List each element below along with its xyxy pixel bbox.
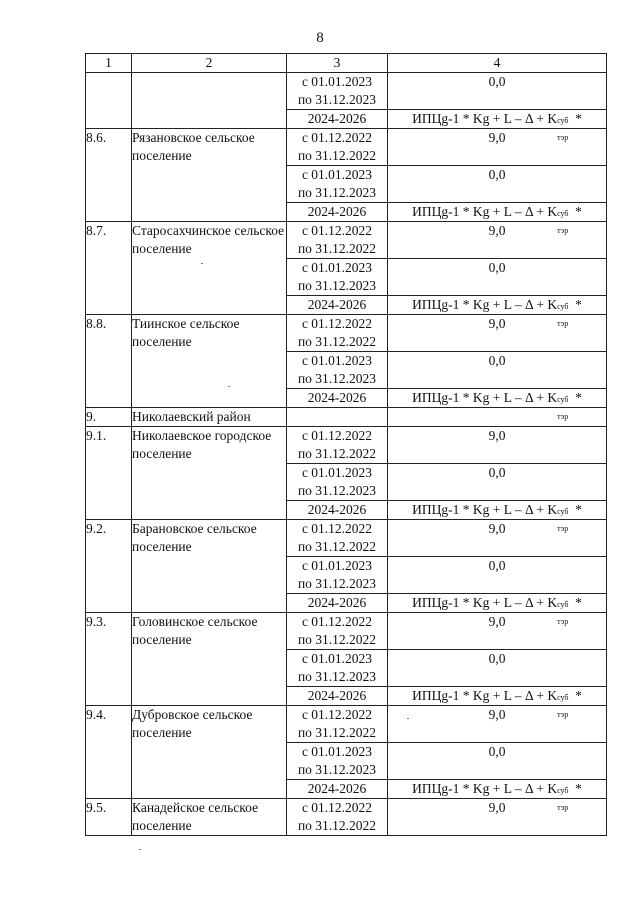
period-cell: [287, 520, 388, 557]
period-line-1: с 01.01.2023: [301, 260, 373, 275]
formula-superscript: суб: [557, 116, 569, 125]
value-cell: [388, 389, 607, 421]
period-line-1: с 01.01.2023: [301, 651, 373, 666]
formula-superscript: суб: [557, 302, 569, 311]
row-number: 9.1.: [86, 427, 132, 520]
period-cell: [287, 427, 388, 464]
settlement-name: Старосахчинское сельское поселение: [132, 222, 287, 315]
table-row: [86, 315, 607, 352]
period-cell: [287, 743, 388, 780]
formula-superscript: суб: [557, 395, 569, 404]
district-heading-row: [86, 408, 607, 427]
row-number: [86, 73, 132, 129]
period-line-1: 2024-2026: [307, 781, 367, 796]
column-header-2: 2: [132, 54, 287, 73]
value-cell: 0,0: [388, 73, 607, 110]
period-line-1: с 01.12.2022: [301, 707, 373, 722]
formula-subscript: тэр: [557, 319, 569, 328]
period-cell: [287, 706, 388, 743]
period-cell: [287, 464, 388, 501]
formula-tail: *: [575, 111, 582, 126]
formula-tail: *: [575, 781, 582, 796]
table-row: [86, 613, 607, 650]
period-cell: [287, 259, 388, 296]
period-line-1: 2024-2026: [307, 111, 367, 126]
scan-speck: [407, 718, 409, 719]
scan-speck: [228, 386, 230, 387]
formula-tail: *: [575, 595, 582, 610]
formula-text: ИПЦg-1 * Kg + L – Δ + K: [412, 390, 558, 405]
period-line-1: 2024-2026: [307, 502, 367, 517]
period-cell: [287, 501, 388, 520]
value-cell: 9,0: [388, 799, 607, 836]
period-line-1: с 01.01.2023: [301, 74, 373, 89]
empty-cell: [388, 408, 607, 427]
period-line-2: по 31.12.2022: [297, 725, 377, 740]
period-cell: [287, 73, 388, 110]
value-cell: 0,0: [388, 557, 607, 594]
settlement-name: Головинское сельское поселение: [132, 613, 287, 706]
table-row: [86, 73, 607, 110]
period-line-2: по 31.12.2022: [297, 818, 377, 833]
period-line-1: с 01.01.2023: [301, 167, 373, 182]
period-line-2: по 31.12.2023: [297, 185, 377, 200]
period-line-2: по 31.12.2022: [297, 241, 377, 256]
period-line-2: по 31.12.2023: [297, 92, 377, 107]
row-number: 8.7.: [86, 222, 132, 315]
district-name: Николаевский район: [132, 408, 287, 427]
value-cell: 9,0: [388, 129, 607, 166]
formula-subscript: тэр: [557, 803, 569, 812]
formula-superscript: суб: [557, 209, 569, 218]
period-line-1: с 01.12.2022: [301, 316, 373, 331]
value-cell: 9,0: [388, 315, 607, 352]
table-row: [86, 427, 607, 464]
table-header-row: [86, 54, 607, 73]
period-cell: [287, 296, 388, 315]
period-line-2: по 31.12.2022: [297, 539, 377, 554]
period-line-1: с 01.12.2022: [301, 130, 373, 145]
value-cell: 0,0: [388, 464, 607, 501]
row-number: 9.4.: [86, 706, 132, 799]
scan-speck: [139, 849, 141, 850]
settlement-name: Николаевское городское поселение: [132, 427, 287, 520]
formula-subscript: тэр: [557, 133, 569, 142]
period-cell: [287, 389, 388, 408]
value-cell: 9,0: [388, 222, 607, 259]
value-cell: 0,0: [388, 650, 607, 687]
period-line-1: с 01.12.2022: [301, 800, 373, 815]
period-cell: [287, 613, 388, 650]
period-cell: [287, 594, 388, 613]
value-cell: 0,0: [388, 166, 607, 203]
value-cell: 9,0: [388, 613, 607, 650]
column-header-4: 4: [388, 54, 607, 73]
value-cell: 0,0: [388, 743, 607, 780]
formula-superscript: суб: [557, 600, 569, 609]
period-line-1: с 01.12.2022: [301, 428, 373, 443]
page-number: 8: [316, 30, 324, 46]
settlement-name: Рязановское сельское поселение: [132, 129, 287, 222]
empty-cell: [287, 408, 388, 427]
period-cell: [287, 352, 388, 389]
value-cell: 9,0: [388, 427, 607, 464]
period-line-2: по 31.12.2023: [297, 762, 377, 777]
period-cell: [287, 315, 388, 352]
period-line-1: 2024-2026: [307, 204, 367, 219]
period-line-1: с 01.01.2023: [301, 744, 373, 759]
period-cell: [287, 110, 388, 129]
formula-tail: *: [575, 502, 582, 517]
period-line-1: 2024-2026: [307, 390, 367, 405]
settlement-name: Барановское сельское поселение: [132, 520, 287, 613]
formula-subscript: тэр: [557, 226, 569, 235]
period-line-1: 2024-2026: [307, 297, 367, 312]
value-cell: 0,0: [388, 259, 607, 296]
period-line-2: по 31.12.2022: [297, 446, 377, 461]
period-cell: [287, 780, 388, 799]
period-cell: [287, 799, 388, 836]
formula-tail: *: [575, 204, 582, 219]
formula-superscript: суб: [557, 693, 569, 702]
period-line-1: с 01.01.2023: [301, 465, 373, 480]
period-line-2: по 31.12.2022: [297, 632, 377, 647]
formula-text: ИПЦg-1 * Kg + L – Δ + K: [412, 595, 558, 610]
period-line-2: по 31.12.2023: [297, 371, 377, 386]
formula-superscript: суб: [557, 786, 569, 795]
period-cell: [287, 166, 388, 203]
period-line-2: по 31.12.2022: [297, 148, 377, 163]
period-line-2: по 31.12.2022: [297, 334, 377, 349]
row-number: 9.2.: [86, 520, 132, 613]
period-line-1: 2024-2026: [307, 688, 367, 703]
period-line-1: с 01.12.2022: [301, 614, 373, 629]
period-line-1: с 01.01.2023: [301, 353, 373, 368]
settlement-name: Тиинское сельское поселение: [132, 315, 287, 408]
row-number: 9.5.: [86, 799, 132, 836]
row-number: 8.8.: [86, 315, 132, 408]
period-line-2: по 31.12.2023: [297, 669, 377, 684]
formula-text: ИПЦg-1 * Kg + L – Δ + K: [412, 204, 558, 219]
tariff-formula: [412, 390, 582, 421]
period-cell: [287, 557, 388, 594]
row-number: 9.: [86, 408, 132, 427]
table-row: [86, 799, 607, 836]
value-cell: 9,0: [388, 706, 607, 743]
period-cell: [287, 203, 388, 222]
formula-text: ИПЦg-1 * Kg + L – Δ + K: [412, 688, 558, 703]
table-body: [86, 73, 607, 836]
value-cell: 0,0: [388, 352, 607, 389]
settlement-name: Канадейское сельское поселение: [132, 799, 287, 836]
value-cell: 9,0: [388, 520, 607, 557]
formula-subscript: тэр: [557, 524, 569, 533]
formula-tail: *: [575, 390, 582, 405]
table-row: [86, 129, 607, 166]
formula-superscript: суб: [557, 507, 569, 516]
formula-text: ИПЦg-1 * Kg + L – Δ + K: [412, 781, 558, 796]
table-row: [86, 520, 607, 557]
formula-text: ИПЦg-1 * Kg + L – Δ + K: [412, 502, 558, 517]
period-line-2: по 31.12.2023: [297, 278, 377, 293]
formula-tail: *: [575, 297, 582, 312]
formula-subscript: тэр: [557, 710, 569, 719]
table-row: [86, 706, 607, 743]
column-header-1: 1: [86, 54, 132, 73]
period-line-2: по 31.12.2023: [297, 576, 377, 591]
formula-subscript: тэр: [557, 412, 569, 421]
period-cell: [287, 222, 388, 259]
period-cell: [287, 650, 388, 687]
period-line-1: с 01.12.2022: [301, 521, 373, 536]
period-line-2: по 31.12.2023: [297, 483, 377, 498]
period-line-1: с 01.01.2023: [301, 558, 373, 573]
formula-text: ИПЦg-1 * Kg + L – Δ + K: [412, 111, 558, 126]
formula-text: ИПЦg-1 * Kg + L – Δ + K: [412, 297, 558, 312]
column-header-3: 3: [287, 54, 388, 73]
period-cell: [287, 129, 388, 166]
scan-speck: [201, 263, 203, 264]
tariff-table: [85, 53, 607, 836]
formula-tail: *: [575, 688, 582, 703]
period-line-1: с 01.12.2022: [301, 223, 373, 238]
table-row: [86, 222, 607, 259]
period-line-1: 2024-2026: [307, 595, 367, 610]
period-cell: [287, 687, 388, 706]
formula-subscript: тэр: [557, 617, 569, 626]
settlement-name: Дубровское сельское поселение: [132, 706, 287, 799]
row-number: 8.6.: [86, 129, 132, 222]
settlement-name: [132, 73, 287, 129]
row-number: 9.3.: [86, 613, 132, 706]
